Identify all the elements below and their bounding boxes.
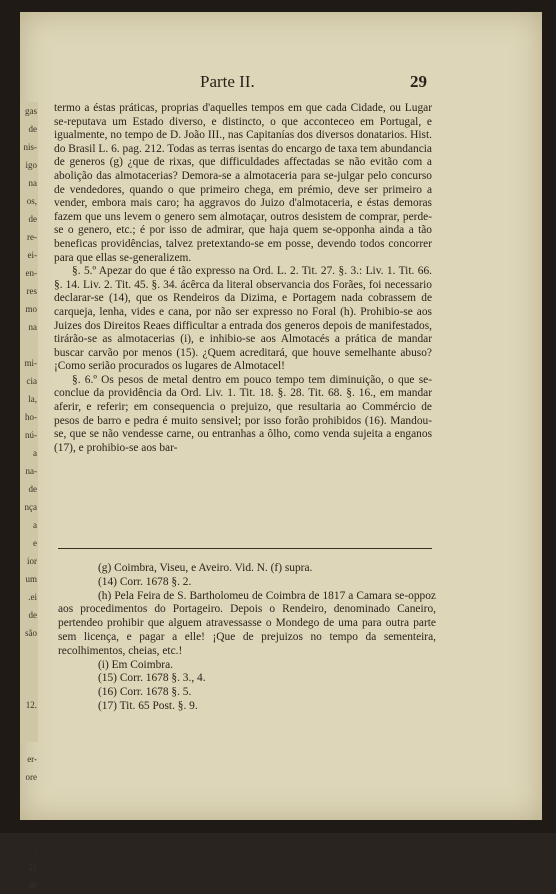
- margin-fragment: na: [28, 178, 37, 188]
- margin-fragment: mo: [25, 304, 37, 314]
- margin-fragment: são: [25, 628, 37, 638]
- margin-fragment: a: [33, 448, 37, 458]
- margin-fragment: ho-: [25, 412, 37, 422]
- footnotes: [58, 562, 436, 714]
- margin-fragment: nça: [24, 502, 37, 512]
- margin-fragment: [20, 642, 38, 660]
- margin-fragment: de: [28, 880, 37, 890]
- margin-fragment: ei-: [27, 250, 37, 260]
- margin-fragment: cia: [26, 376, 37, 386]
- margin-fragment: ,: [34, 844, 37, 854]
- paragraph: §. 5.º Apezar do que é tão expresso na Ord. L. 2. Tit. 27. §. 3.: Liv. 1. Tit. 66. §. 14. Liv. 2. Tit. 45. §. 34. ácêrca da literal observancia dos Forães, foi necessario declarar-se (14), que os Rendeiros da Dizima, e Portagem nada cobrassem de carqueja, lenha, vides e cana, por não ser expresso no Foral (h). Prohibio-se aos Juizes dos Direitos Reaes difficultar a entrada dos generos depois de manifestados, tirárão-se as almotacerias (i), e inhibio-se aos Almotacés a prática de mandar buscar carvão por menos (15). ¿Quem acreditará, que houve semelhante abuso? ¡Como serião procurados os lugares de Almotacel!: [54, 265, 432, 373]
- margin-fragment: de: [28, 484, 37, 494]
- margin-fragment: [20, 786, 38, 804]
- margin-fragment: re-: [27, 232, 37, 242]
- footnote: (g) Coimbra, Viseu, e Aveiro. Vid. N. (f) supra.: [98, 562, 313, 574]
- margin-fragment: ore: [25, 772, 37, 782]
- previous-page-margin: [20, 102, 38, 890]
- margin-fragment: [20, 732, 38, 750]
- footnote: (14) Corr. 1678 §. 2.: [98, 575, 192, 588]
- margin-fragment: [20, 822, 38, 840]
- page-number: 29: [410, 72, 427, 91]
- margin-fragment: la,: [28, 394, 37, 404]
- margin-fragment: na: [28, 322, 37, 332]
- footnote: (16) Corr. 1678 §. 5.: [98, 686, 192, 699]
- margin-fragment: de: [28, 214, 37, 224]
- margin-fragment: igo: [25, 160, 37, 170]
- margin-fragment: de: [28, 124, 37, 134]
- margin-fragment: [20, 714, 38, 732]
- margin-fragment: 12.: [25, 700, 37, 710]
- margin-fragment: mi-: [24, 358, 37, 368]
- main-text: [54, 102, 432, 455]
- margin-fragment: [20, 804, 38, 822]
- margin-fragment: res: [26, 286, 37, 296]
- margin-fragment: [20, 678, 38, 696]
- margin-fragment: [20, 660, 38, 678]
- margin-fragment: um: [25, 574, 37, 584]
- paragraph: termo a éstas práticas, proprias d'aquelles tempos em que cada Cidade, ou Lugar se-reputava um Estado diverso, e distincto, o que acconteceo em Portugal, e igualmente, no tempo de D. João III., nas Capitanías dos diversos donatarios. Hist. do Brasil L. 6. pag. 212. Todas as terras isentas do encargo de taxa tem abundancia de generos (g) ¿que de rixas, que difficuldades affectadas se não evitão com a abolição das almotacerias? Demora-se a almotaceria para se-julgar pelo concurso de vendedores, quando o que primeiro chega, em prémio, deve ser primeiro a vender, embora mais caro; ha aggravos do Juizo d'almotaceria, e éstas demoras fazem que uns levem o genero sem almotaçar, outros desistem de comprar, perde-se o genero, etc.; é por isso de admirar, que haja quem se-opponha ainda a tão beneficas providências, talvez pretextando-se em posse, devendo todos concorrer para que ellas se-generalizem.: [54, 102, 432, 264]
- margin-fragment: .ei: [28, 592, 37, 602]
- margin-fragment: gas: [25, 106, 37, 116]
- margin-fragment: e: [33, 538, 37, 548]
- footnote: (17) Tit. 65 Post. §. 9.: [98, 699, 198, 712]
- footnote: (h) Pela Feira de S. Bartholomeu de Coimbra de 1817 a Camara se-oppoz aos procedimentos do Portageiro. Depois o Rendeiro, denominado Caneiro, pertendeo prohibir que alguem atravessasse o Mondego de uma para outra parte sem licença, e pagar a elle! ¡Que de prejuizos no tempo da sementeira, recolhimentos, cheias, etc.!: [58, 589, 436, 657]
- margin-fragment: nis-: [23, 142, 37, 152]
- margin-fragment: na-: [25, 466, 37, 476]
- running-head-title: Parte II.: [200, 72, 255, 91]
- footnote: (15) Corr. 1678 §. 3., 4.: [98, 672, 206, 685]
- margin-fragment: a: [33, 520, 37, 530]
- margin-fragment: [20, 336, 38, 354]
- paragraph: §. 6.º Os pesos de metal dentro em pouco tempo tem diminuição, o que se-conclue da providência da Ord. Liv. 1. Tit. 18. §. 28. Tit. 68. §. 16., em mandar aferir, e referir; em consequencia o prejuizo, que resultaria ao Commércio de pesos de barro e pedra é muito sensivel; por isso forão prohibidos (16). Mandou-se, que se não vendesse carne, ou entranhas a ôlho, como venda sujeita a enganos (17), e prohibio-se aos bar-: [54, 373, 432, 454]
- margin-fragment: 21: [28, 862, 37, 872]
- margin-fragment: de: [28, 610, 37, 620]
- margin-fragment: ior: [27, 556, 37, 566]
- footnote-rule: [58, 548, 432, 549]
- margin-fragment: en-: [25, 268, 37, 278]
- margin-fragment: os,: [26, 196, 37, 206]
- margin-fragment: er-: [27, 754, 37, 764]
- margin-fragment: nú-: [25, 430, 37, 440]
- footnote: (i) Em Coimbra.: [98, 658, 173, 671]
